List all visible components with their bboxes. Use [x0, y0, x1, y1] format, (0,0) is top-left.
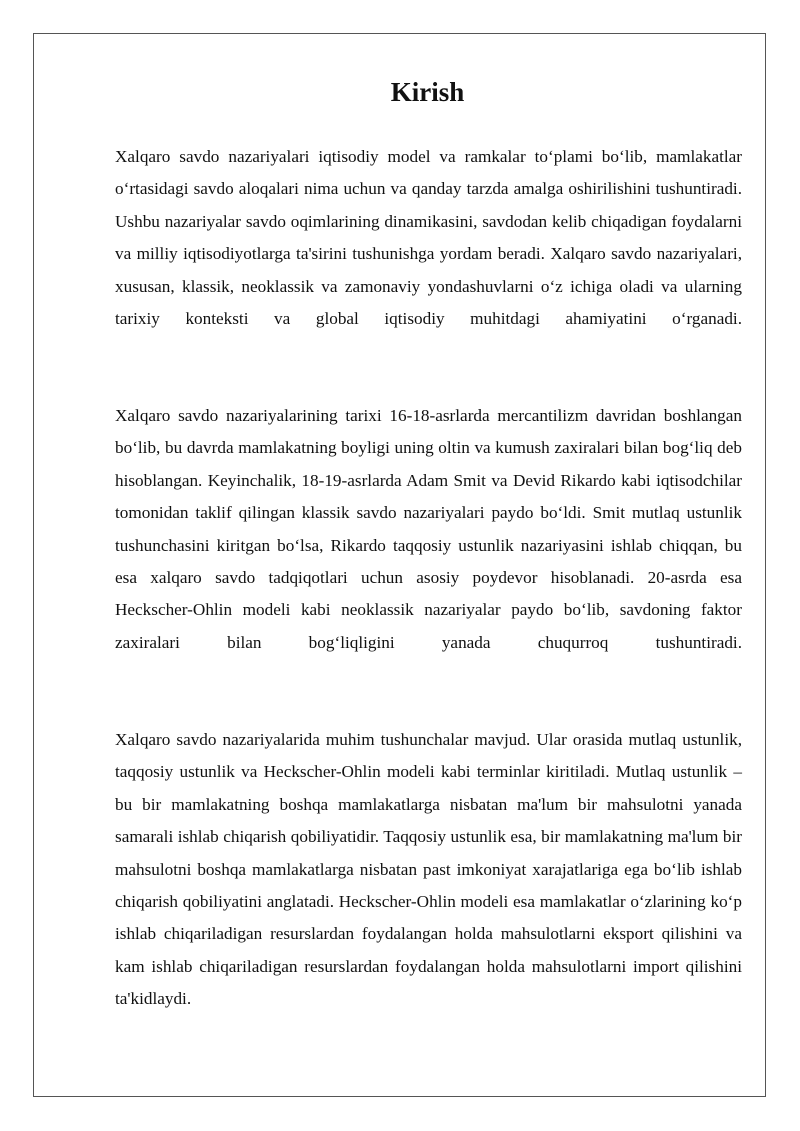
page-title: Kirish: [390, 77, 465, 107]
paragraph-concepts: Xalqaro savdo nazariyalarida muhim tushunchalar mavjud. Ular orasida mutlaq ustunlik, taqqosiy ustunlik va Heckscher-Ohlin modeli kabi terminlar kiritiladi. Mutlaq ustunlik – bu bir mamlakatning boshqa mamlakatlarga nisbatan ma'lum bir mahsulotni yanada samarali ishlab chiqarish qobiliyatidir. Taqqosiy ustunlik esa, bir mamlakatning ma'lum bir mahsulotni boshqa mamlakatlarga nisbatan past imkoniyat xarajatlariga ega bo‘lib ishlab chiqarish qobiliyatini anglatadi. Heckscher-Ohlin modeli esa mamlakatlar o‘zlarining ko‘p ishlab chiqariladigan resurslardan foydalangan holda mahsulotlarni eksport qilishini va kam ishlab chiqariladigan resurslardan foydalangan holda mahsulotlarni import qilishini ta'kidlaydi.: [115, 730, 742, 1009]
paragraph-intro: Xalqaro savdo nazariyalari iqtisodiy model va ramkalar to‘plami bo‘lib, mamlakatlar o‘rtasidagi savdo aloqalari nima uchun va qanday tarzda amalga oshirilishini tushuntiradi. Ushbu nazariyalar savdo oqimlarining dinamikasini, savdodan kelib chiqadigan foydalarni va milliy iqtisodiyotlarga ta'sirini tushunishga yordam beradi. Xalqaro savdo nazariyalari, xususan, klassik, neoklassik va zamonaviy yondashuvlarni o‘z ichiga oladi va ularning tarixiy konteksti va global iqtisodiy muhitdagi ahamiyatini o‘rganadi.: [115, 147, 742, 329]
paragraph-history: Xalqaro savdo nazariyalarining tarixi 16-18-asrlarda mercantilizm davridan boshlangan bo‘lib, bu davrda mamlakatning boyligi uning oltin va kumush zaxiralari bilan bog‘liq deb hisoblangan. Keyinchalik, 18-19-asrlarda Adam Smit va Devid Rikardo kabi iqtisodchilar tomonidan taklif qilingan klassik savdo nazariyalari paydo bo‘ldi. Smit mutlaq ustunlik tushunchasini kiritgan bo‘lsa, Rikardo taqqosiy ustunlik nazariyasini ishlab chiqqan, bu esa xalqaro savdo tadqiqotlari uchun asosiy poydevor hisoblanadi. 20-asrda esa Heckscher-Ohlin modeli kabi neoklassik nazariyalar paydo bo‘lib, savdoning faktor zaxiralari bilan bog‘liqligini yanada chuqurroq tushuntiradi.: [115, 406, 742, 652]
